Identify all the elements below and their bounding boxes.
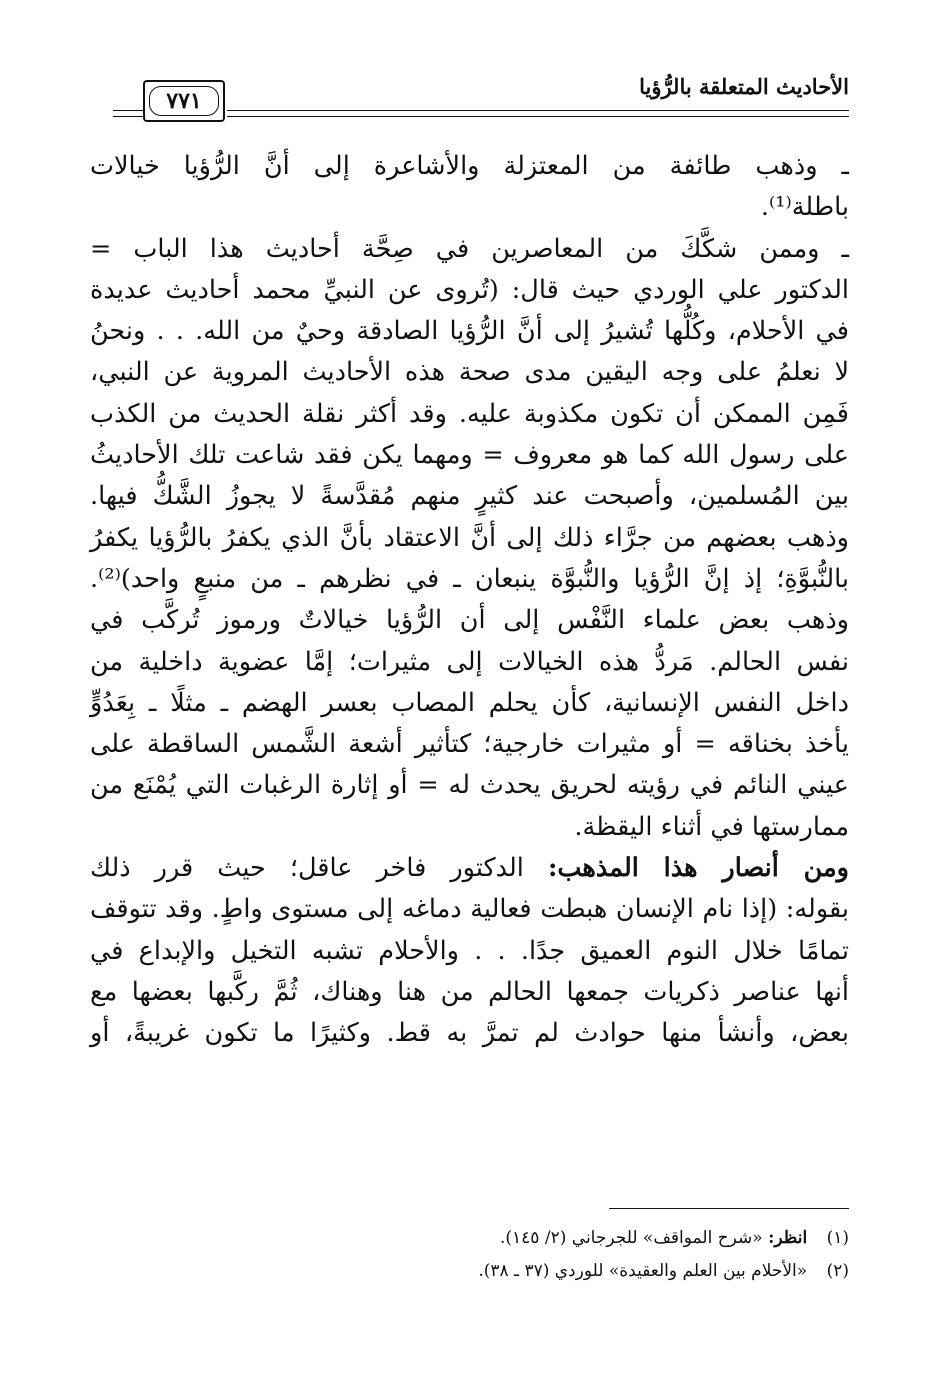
footnote-text: «شرح المواقف» للجرجاني (٢/ ١٤٥). xyxy=(500,1228,763,1248)
body-line-bold-lead: ومن أنصار هذا المذهب: الدكتور فاخر عاقل؛ حيث قرر ذلك xyxy=(90,853,849,884)
header-rule-left xyxy=(113,110,143,111)
footnote-number: (٢) xyxy=(826,1261,849,1281)
bold-lead-phrase: ومن أنصار هذا المذهب: xyxy=(547,853,849,884)
footnote-1 xyxy=(90,1222,849,1255)
body-line: أنها عناصر ذكريات جمعها الحالم من هنا وهناك، ثُمَّ ركَّبها بعضها مع xyxy=(90,976,849,1007)
body-line: بقوله: (إذا نام الإنسان هبطت فعالية دماغه إلى مستوى واطٍ. وقد تتوقف xyxy=(90,894,849,925)
header-rule-left-thin xyxy=(113,116,143,117)
footnote-separator xyxy=(609,1208,849,1209)
body-line: ـ وذهب طائفة من المعتزلة والأشاعرة إلى أنَّ الرُّؤيا خيالات xyxy=(90,151,849,181)
body-line: ممارستها في أثناء اليقظة. xyxy=(574,811,849,842)
header-rule xyxy=(227,110,849,111)
body-line: فَمِن الممكن أن تكون مكذوبة عليه. وقد أكثر نقلة الحديث من الكذب xyxy=(90,398,849,429)
body-line: ـ وممن شكَّكَ من المعاصرين في صِحَّة أحاديث هذا الباب = xyxy=(90,233,849,264)
body-line: عيني النائم في رؤيته لحريق يحدث له = أو إثارة الرغبات التي يُمْنَع من xyxy=(90,770,849,801)
running-title: الأحاديث المتعلقة بالرُّؤيا xyxy=(639,74,849,99)
header-rule-thin xyxy=(227,116,849,117)
page-number: ٧٧١ xyxy=(166,88,202,114)
body-line: لا نعلمُ على وجه اليقين مدى صحة هذه الأحاديث المروية عن النبي، xyxy=(90,357,849,388)
body-line: باطلة⁽¹⁾. xyxy=(760,192,849,223)
body-line: بعض، وأنشأ منها حوادث لم تمرَّ به قط. وكثيرًا ما تكون غريبةً، أو xyxy=(90,1018,849,1049)
footnote-number: (١) xyxy=(826,1228,849,1248)
body-line: يأخذ بخناقه = أو مثيرات خارجية؛ كتأثير أشعة الشَّمس الساقطة على xyxy=(90,729,849,760)
footnote-2 xyxy=(90,1255,849,1288)
body-line: الدكتور علي الوردي حيث قال: (تُروى عن النبيِّ محمد أحاديث عديدة xyxy=(90,274,849,305)
body-line: داخل النفس الإنسانية، كأن يحلم المصاب بعسر الهضم ـ مثلًا ـ بِعَدُوٍّ xyxy=(90,687,849,718)
body-line: نفس الحالم. مَردُّ هذه الخيالات إلى مثيرات؛ إمَّا عضوية داخلية من xyxy=(90,646,849,677)
body-line: تمامًا خلال النوم العميق جدًا. . . والأحلام تشبه التخيل والإبداع في xyxy=(90,935,849,966)
footnotes xyxy=(90,1222,849,1288)
body-text xyxy=(90,146,849,1055)
footnote-text: «الأحلام بين العلم والعقيدة» للوردي (٣٧ ـ ٣٨). xyxy=(478,1261,808,1281)
footnote-lead: انظر: xyxy=(768,1228,808,1248)
body-line: وذهب بعضهم من جرَّاء ذلك إلى أنَّ الاعتقاد بأنَّ الذي يكفرُ بالرُّؤيا يكفرُ xyxy=(90,522,849,553)
body-line: بالنُّبوَّةِ؛ إذ إنَّ الرُّؤيا والنُّبوَّة ينبعان ـ في نظرهم ـ من منبعٍ واحد)⁽²⁾. xyxy=(90,563,849,594)
body-line: وذهب بعض علماء النَّفْس إلى أن الرُّؤيا خيالاتٌ ورموز تُركَّب في xyxy=(90,605,849,636)
body-line: بين المُسلمين، وأصبحت عند كثيرٍ منهم مُقدَّسةً لا يجوزُ الشَّكُّ فيها. xyxy=(90,481,849,512)
body-line: في الأحلام، وكُلُّها تُشيرُ إلى أنَّ الرُّؤيا الصادقة وحيٌ من الله. . . ونحنُ xyxy=(90,316,849,347)
body-line: على رسول الله كما هو معروف = ومهما يكن فقد شاعت تلك الأحاديثُ xyxy=(90,440,849,471)
page-number-frame xyxy=(143,80,225,122)
